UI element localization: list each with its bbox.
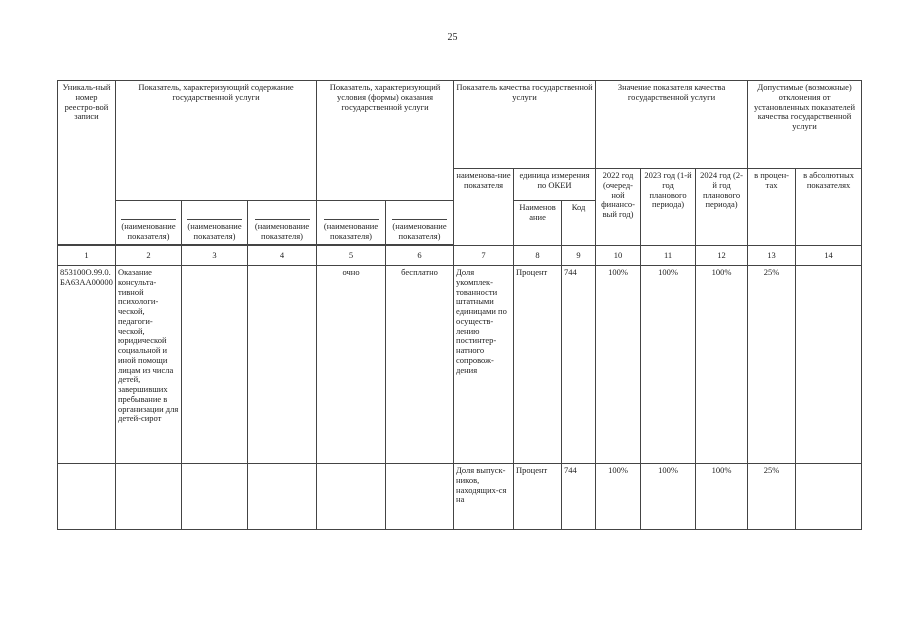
unit-code: 744 [562,464,596,530]
content-indicator-2 [182,464,248,530]
value-2023: 100% [641,266,696,464]
content-indicator-3 [248,266,317,464]
column-number: 2 [116,246,182,266]
column-number: 5 [317,246,386,266]
header-quality-value: Значение показателя качества государственной услуги [596,81,748,169]
header-indicator-name: наименова-ние показателя [454,169,514,246]
column-number: 14 [796,246,862,266]
header-year-2023: 2023 год (1-й год планового периода) [641,169,696,246]
deviation-percent: 25% [748,464,796,530]
column-number: 11 [641,246,696,266]
header-name-of-indicator-5: (наименование показателя) [386,201,454,245]
value-2024: 100% [696,266,748,464]
value-2022: 100% [596,266,641,464]
header-name-of-indicator-3: (наименование показателя) [248,201,317,245]
column-number: 13 [748,246,796,266]
unit-name: Процент [514,266,562,464]
deviation-percent: 25% [748,266,796,464]
registry-number: 853100О.99.0.БА63АА00000 [58,266,116,464]
unit-name: Процент [514,464,562,530]
value-2023: 100% [641,464,696,530]
table-row [58,266,862,464]
column-number: 6 [386,246,454,266]
header-unit-name: Наименов ание [514,201,562,246]
column-index-row [58,246,862,266]
header-in-percent: в процен-тах [748,169,796,246]
header-name-of-indicator-1: (наименование показателя) [116,201,182,245]
value-2024: 100% [696,464,748,530]
content-indicator-1: Оказание консульта-тивной психологи-ческой, педагоги-ческой, юридической социальной и иной помощи лицам из числа детей, завершивших пребывание в организации для детей-сирот [116,266,182,464]
deviation-absolute [796,266,862,464]
quality-indicators-table [57,80,862,530]
column-number: 12 [696,246,748,266]
column-number: 3 [182,246,248,266]
value-2022: 100% [596,464,641,530]
column-number: 4 [248,246,317,266]
header-deviations: Допустимые (возможные) отклонения от установленных показателей качества государственной услуги [748,81,862,169]
column-number: 10 [596,246,641,266]
column-number: 1 [58,246,116,266]
column-number: 9 [562,246,596,266]
header-quality-indicator: Показатель качества государственной услуги [454,81,596,169]
quality-indicator-name: Доля выпуск-ников, находящих-ся на [454,464,514,530]
header-conditions-indicator: Показатель, характеризующий условия (формы) оказания государственной услуги [317,81,454,201]
table-row [58,464,862,530]
header-name-of-indicator-4: (наименование показателя) [317,201,386,245]
condition-indicator-2: бесплатно [386,266,454,464]
condition-indicator-1 [317,464,386,530]
deviation-absolute [796,464,862,530]
column-number: 8 [514,246,562,266]
page-number: 25 [447,32,458,43]
header-unique-number: Уникаль-ный номер реестро-вой записи [58,81,116,245]
content-indicator-3 [248,464,317,530]
header-year-2022: 2022 год (очеред-ной финансо-вый год) [596,169,641,246]
column-number: 7 [454,246,514,266]
condition-indicator-1: очно [317,266,386,464]
quality-indicator-name: Доля укомплек-тованности штатными единицами по осуществ-лению постинтер-натного сопровож-дения [454,266,514,464]
header-unit-okei: единица измерения по ОКЕИ [514,169,596,201]
registry-number [58,464,116,530]
unit-code: 744 [562,266,596,464]
content-indicator-1 [116,464,182,530]
header-content-indicator: Показатель, характеризующий содержание государственной услуги [116,81,317,201]
condition-indicator-2 [386,464,454,530]
header-year-2024: 2024 год (2-й год планового периода) [696,169,748,246]
header-in-absolute: в абсолютных показателях [796,169,862,246]
header-name-of-indicator-2: (наименование показателя) [182,201,248,245]
content-indicator-2 [182,266,248,464]
header-unit-code: Код [562,201,596,246]
